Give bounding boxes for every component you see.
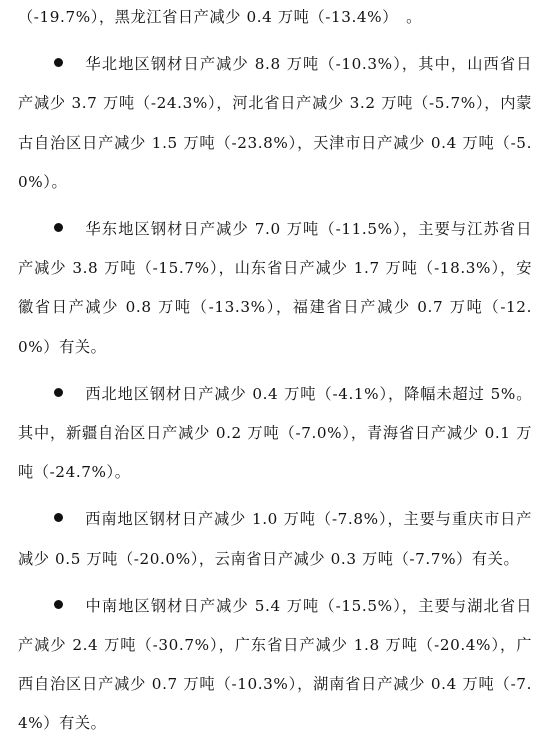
paragraph-text: 西北地区钢材日产减少 0.4 万吨（-4.1%），降幅未超过 5%。其中，新疆自治区日产减少 0.2 万吨（-7.0%），青海省日产减少 0.1 万吨（-24.7%）。	[18, 384, 532, 482]
paragraph-southwest	[18, 500, 532, 578]
paragraph-east-china	[18, 210, 532, 367]
paragraph-northeast-continued	[18, 0, 532, 37]
paragraph-central-south	[18, 587, 532, 744]
bullet-icon	[54, 600, 63, 609]
document-page	[18, 0, 532, 744]
paragraph-text: 中南地区钢材日产减少 5.4 万吨（-15.5%），主要与湖北省日产减少 2.4 万吨（-30.7%），广东省日产减少 1.8 万吨（-20.4%），广西自治区日产减少 0.7 万吨（-10.3%），湖南省日产减少 0.4 万吨（-7.4%）有关。	[18, 596, 532, 733]
paragraph-text: 华北地区钢材日产减少 8.8 万吨（-10.3%），其中，山西省日产减少 3.7 万吨（-24.3%），河北省日产减少 3.2 万吨（-5.7%），内蒙古自治区日产减少 1.5 万吨（-23.8%），天津市日产减少 0.4 万吨（-5.0%）。	[18, 55, 532, 191]
paragraph-north-china	[18, 45, 532, 202]
bullet-icon	[54, 58, 63, 67]
paragraph-text: 华东地区钢材日产减少 7.0 万吨（-11.5%），主要与江苏省日产减少 3.8 万吨（-15.7%），山东省日产减少 1.7 万吨（-18.3%），安徽省日产减少 0.8 万吨（-13.3%），福建省日产减少 0.7 万吨（-12.0%）有关。	[18, 220, 532, 356]
paragraph-northwest	[18, 375, 532, 493]
bullet-icon	[54, 513, 63, 522]
paragraph-text: 西南地区钢材日产减少 1.0 万吨（-7.8%），主要与重庆市日产减少 0.5 万吨（-20.0%），云南省日产减少 0.3 万吨（-7.7%）有关。	[18, 510, 532, 568]
bullet-icon	[54, 388, 63, 397]
bullet-icon	[54, 223, 63, 232]
paragraph-text: （-19.7%），黑龙江省日产减少 0.4 万吨（-13.4%） 。	[18, 8, 422, 26]
